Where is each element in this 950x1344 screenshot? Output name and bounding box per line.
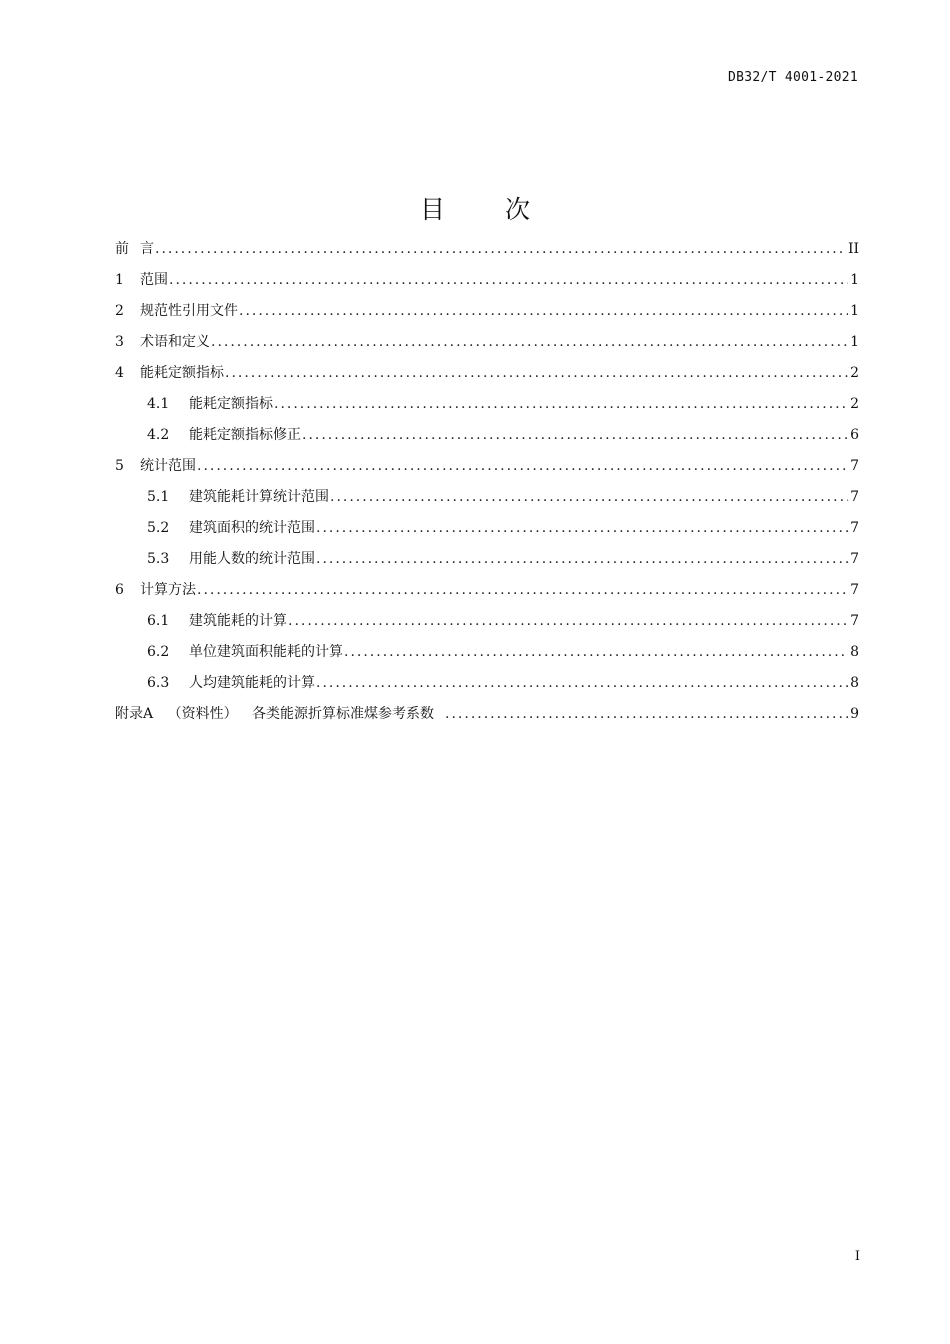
toc-number: 4.1 (147, 396, 170, 412)
toc-entry-5-2[interactable] (115, 517, 859, 548)
toc-entry-4-2[interactable] (115, 424, 859, 455)
toc-number: 5.2 (147, 520, 170, 536)
toc-number: 1 (115, 272, 124, 288)
toc-title: 规范性引用文件 (140, 303, 238, 319)
toc-number: 6.2 (147, 644, 170, 660)
toc-page: 8 (850, 675, 859, 691)
dot-leader (316, 551, 848, 567)
toc-number: 6.3 (147, 675, 170, 691)
toc-entry-5-3[interactable] (115, 548, 859, 579)
toc-page: 7 (850, 551, 859, 567)
toc-title: 术语和定义 (140, 334, 210, 350)
toc-entry-6-1[interactable] (115, 610, 859, 641)
toc-entry-2[interactable] (115, 300, 859, 331)
toc-page: 7 (850, 582, 859, 598)
toc-page: 7 (850, 458, 859, 474)
dot-leader (288, 613, 848, 629)
dot-leader (239, 303, 848, 319)
toc-title: 目 次 (420, 195, 556, 224)
toc-page: 7 (850, 520, 859, 536)
toc-number: 6 (115, 582, 124, 598)
toc-number: 4 (115, 365, 124, 381)
toc-title: 能耗定额指标 (140, 365, 224, 381)
toc-title: 用能人数的统计范围 (189, 551, 315, 567)
dot-leader (169, 272, 848, 288)
toc-page: 6 (850, 427, 859, 443)
appendix-label: 附录A (115, 706, 154, 722)
dot-leader (197, 582, 848, 598)
dot-leader (445, 706, 848, 722)
appendix-heading (115, 703, 444, 723)
toc-title: 言 (140, 241, 154, 257)
toc-number: 4.2 (147, 427, 170, 443)
toc-title: 统计范围 (140, 458, 196, 474)
toc-number: 3 (115, 334, 124, 350)
dot-leader (316, 675, 848, 691)
toc-number: 2 (115, 303, 124, 319)
toc-page: 1 (850, 303, 859, 319)
toc-page: 8 (850, 644, 859, 660)
dot-leader (302, 427, 848, 443)
toc-title: 能耗定额指标 (189, 396, 273, 412)
toc-entry-4-1[interactable] (115, 393, 859, 424)
toc-entry-appendix-a[interactable] (115, 703, 859, 734)
toc-page: 1 (850, 334, 859, 350)
toc-title: 单位建筑面积能耗的计算 (189, 644, 343, 660)
toc-page: 2 (850, 365, 859, 381)
dot-leader (211, 334, 848, 350)
dot-leader (344, 644, 848, 660)
toc-page: 2 (850, 396, 859, 412)
toc-title: 范围 (140, 272, 168, 288)
dot-leader (155, 241, 846, 257)
toc-page: 1 (850, 272, 859, 288)
standard-code: DB32/T 4001-2021 (727, 70, 858, 85)
toc-entry-6-2[interactable] (115, 641, 859, 672)
toc-entry-6-3[interactable] (115, 672, 859, 703)
toc-title: 建筑能耗的计算 (189, 613, 287, 629)
toc-number: 6.1 (147, 613, 170, 629)
toc-entry-6[interactable] (115, 579, 859, 610)
dot-leader (274, 396, 848, 412)
toc-number: 5 (115, 458, 124, 474)
toc-entry-5-1[interactable] (115, 486, 859, 517)
toc-page: II (847, 241, 859, 257)
toc-title: 计算方法 (140, 582, 196, 598)
toc-title: 人均建筑能耗的计算 (189, 675, 315, 691)
page-number: I (854, 1249, 860, 1264)
toc-title: 建筑能耗计算统计范围 (189, 489, 329, 505)
toc-title: 能耗定额指标修正 (189, 427, 301, 443)
dot-leader (225, 365, 848, 381)
toc-page: 9 (850, 706, 859, 722)
toc-number: 前 (115, 241, 129, 257)
toc-entry-5[interactable] (115, 455, 859, 486)
appendix-type: （资料性） (167, 706, 238, 722)
toc-entry-1[interactable] (115, 269, 859, 300)
toc-page: 7 (850, 613, 859, 629)
toc-entry-3[interactable] (115, 331, 859, 362)
toc-page: 7 (850, 489, 859, 505)
toc-number: 5.1 (147, 489, 170, 505)
appendix-title: 各类能源折算标准煤参考系数 (252, 706, 435, 722)
toc-title: 建筑面积的统计范围 (189, 520, 315, 536)
dot-leader (330, 489, 848, 505)
toc-number: 5.3 (147, 551, 170, 567)
table-of-contents (115, 238, 859, 734)
dot-leader (197, 458, 848, 474)
dot-leader (316, 520, 848, 536)
toc-entry-foreword[interactable] (115, 238, 859, 269)
toc-entry-4[interactable] (115, 362, 859, 393)
